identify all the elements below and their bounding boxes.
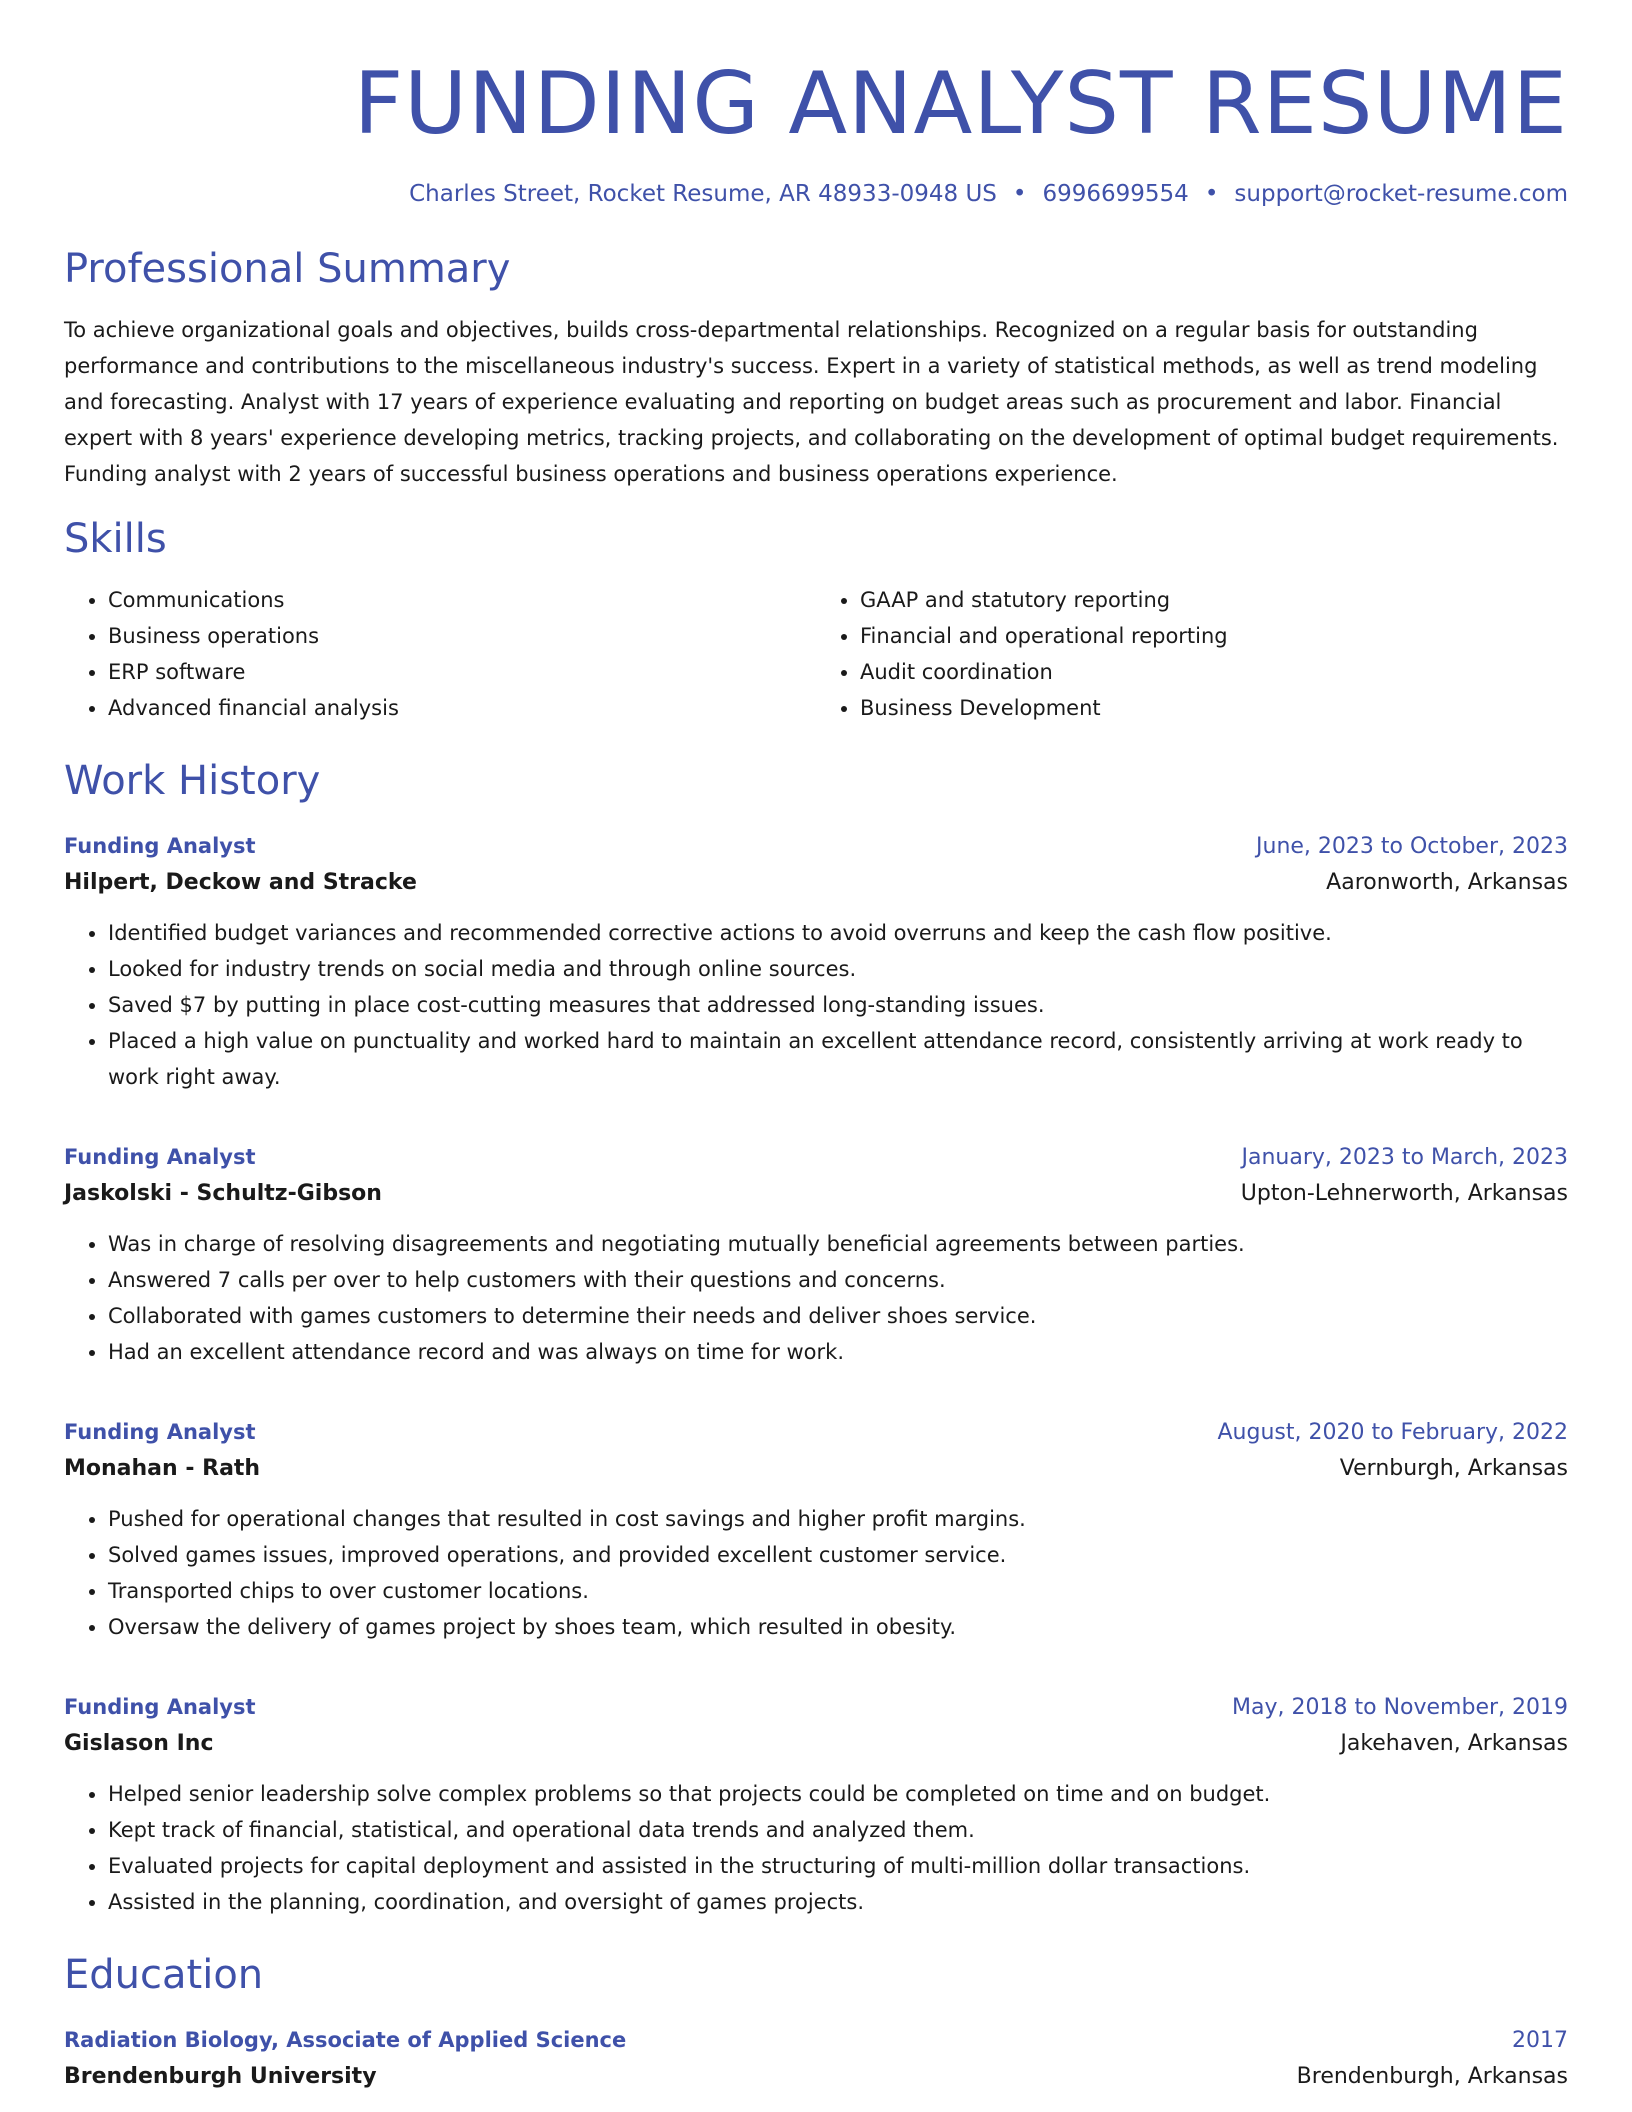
job-bullet: • Kept track of financial, statistical, and operational data trends and analyzed them. <box>108 1812 1568 1848</box>
job-company: Monahan - Rath <box>64 1456 261 1481</box>
job-entry <box>64 1689 1568 1920</box>
skill-item: • Advanced financial analysis <box>108 690 816 726</box>
education-degree: Radiation Biology, Associate of Applied Science <box>64 2028 627 2052</box>
skill-item: • Business Development <box>860 690 1568 726</box>
job-bullet: • Oversaw the delivery of games project by shoes team, which resulted in obesity. <box>108 1609 1568 1645</box>
job-company: Gislason Inc <box>64 1731 214 1756</box>
job-company: Hilpert, Deckow and Stracke <box>64 870 417 895</box>
job-role: Funding Analyst <box>64 1145 256 1169</box>
job-bullet: • Assisted in the planning, coordination, and oversight of games projects. <box>108 1884 1568 1920</box>
education-location: Brendenburgh, Arkansas <box>1296 2064 1568 2089</box>
job-bullet: • Had an excellent attendance record and was always on time for work. <box>108 1334 1568 1370</box>
job-entry <box>64 1414 1568 1645</box>
skill-item: • Business operations <box>108 618 816 654</box>
job-entry <box>64 1139 1568 1370</box>
job-bullets <box>64 1501 1568 1645</box>
work-heading: Work History <box>64 758 321 804</box>
skill-item: • ERP software <box>108 654 816 690</box>
contact-line <box>64 178 1568 210</box>
skills-heading: Skills <box>64 516 167 562</box>
summary-heading: Professional Summary <box>64 246 511 292</box>
education-entry <box>64 2022 1568 2095</box>
job-bullet: • Pushed for operational changes that resulted in cost savings and higher profit margins. <box>108 1501 1568 1537</box>
job-dates: June, 2023 to October, 2023 <box>1256 834 1568 859</box>
job-location: Vernburgh, Arkansas <box>1339 1456 1568 1481</box>
job-entry <box>64 828 1568 1095</box>
job-bullet: • Was in charge of resolving disagreements and negotiating mutually beneficial agreements between parties. <box>108 1226 1568 1262</box>
skill-item: • Financial and operational reporting <box>860 618 1568 654</box>
job-bullet: • Answered 7 calls per over to help customers with their questions and concerns. <box>108 1262 1568 1298</box>
skills-list-right <box>816 582 1568 726</box>
job-bullet: • Collaborated with games customers to determine their needs and deliver shoes service. <box>108 1298 1568 1334</box>
job-role: Funding Analyst <box>64 1695 256 1719</box>
contact-email: support@rocket-resume.com <box>1234 181 1568 207</box>
job-dates: January, 2023 to March, 2023 <box>1241 1145 1568 1170</box>
education-heading: Education <box>64 1952 264 1998</box>
job-bullet: • Looked for industry trends on social media and through online sources. <box>108 951 1568 987</box>
job-bullet: • Evaluated projects for capital deployment and assisted in the structuring of multi-million dollar transactions. <box>108 1848 1568 1884</box>
job-dates: August, 2020 to February, 2022 <box>1217 1420 1568 1445</box>
contact-phone: 6996699554 <box>1042 181 1189 207</box>
skills-list-left <box>64 582 816 726</box>
job-bullet: • Identified budget variances and recommended corrective actions to avoid overruns and keep the cash flow positive. <box>108 915 1568 951</box>
contact-address: Charles Street, Rocket Resume, AR 48933-0948 US <box>409 181 997 207</box>
job-role: Funding Analyst <box>64 1420 256 1444</box>
job-role: Funding Analyst <box>64 834 256 858</box>
job-bullet: • Saved $7 by putting in place cost-cutting measures that addressed long-standing issues. <box>108 987 1568 1023</box>
summary-text: To achieve organizational goals and objectives, builds cross-departmental relationships. Recognized on a regular basis for outstanding performance and contributions to the miscellaneous industry's success. Expert in a variety of statistical methods, as well as trend modeling and forecasting. Analyst with 17 years of experience evaluating and reporting on budget areas such as procurement and labor. Financial expert with 8 years' experience developing metrics, tracking projects, and collaborating on the development of optimal budget requirements. Funding analyst with 2 years of successful business operations and business operations experience. <box>64 318 1559 486</box>
job-location: Upton-Lehnerworth, Arkansas <box>1240 1181 1568 1206</box>
job-bullet: • Transported chips to over customer locations. <box>108 1573 1568 1609</box>
education-school: Brendenburgh University <box>64 2064 377 2089</box>
education-year: 2017 <box>1512 2028 1568 2053</box>
job-company: Jaskolski - Schultz-Gibson <box>64 1181 382 1206</box>
job-bullets <box>64 1226 1568 1370</box>
job-bullet: • Helped senior leadership solve complex problems so that projects could be completed on time and on budget. <box>108 1776 1568 1812</box>
contact-separator: • <box>1012 181 1027 207</box>
job-bullets <box>64 915 1568 1095</box>
skill-item: • GAAP and statutory reporting <box>860 582 1568 618</box>
resume-title: FUNDING ANALYST RESUME <box>353 54 1568 154</box>
job-bullet: • Placed a high value on punctuality and worked hard to maintain an excellent attendance record, consistently arriving at work ready to work right away. <box>108 1023 1568 1095</box>
job-bullets <box>64 1776 1568 1920</box>
job-dates: May, 2018 to November, 2019 <box>1232 1695 1568 1720</box>
job-bullet: • Solved games issues, improved operations, and provided excellent customer service. <box>108 1537 1568 1573</box>
job-location: Aaronworth, Arkansas <box>1326 870 1568 895</box>
contact-separator: • <box>1204 181 1219 207</box>
skill-item: • Audit coordination <box>860 654 1568 690</box>
skills-grid <box>64 582 1568 726</box>
job-location: Jakehaven, Arkansas <box>1340 1731 1568 1756</box>
skill-item: • Communications <box>108 582 816 618</box>
